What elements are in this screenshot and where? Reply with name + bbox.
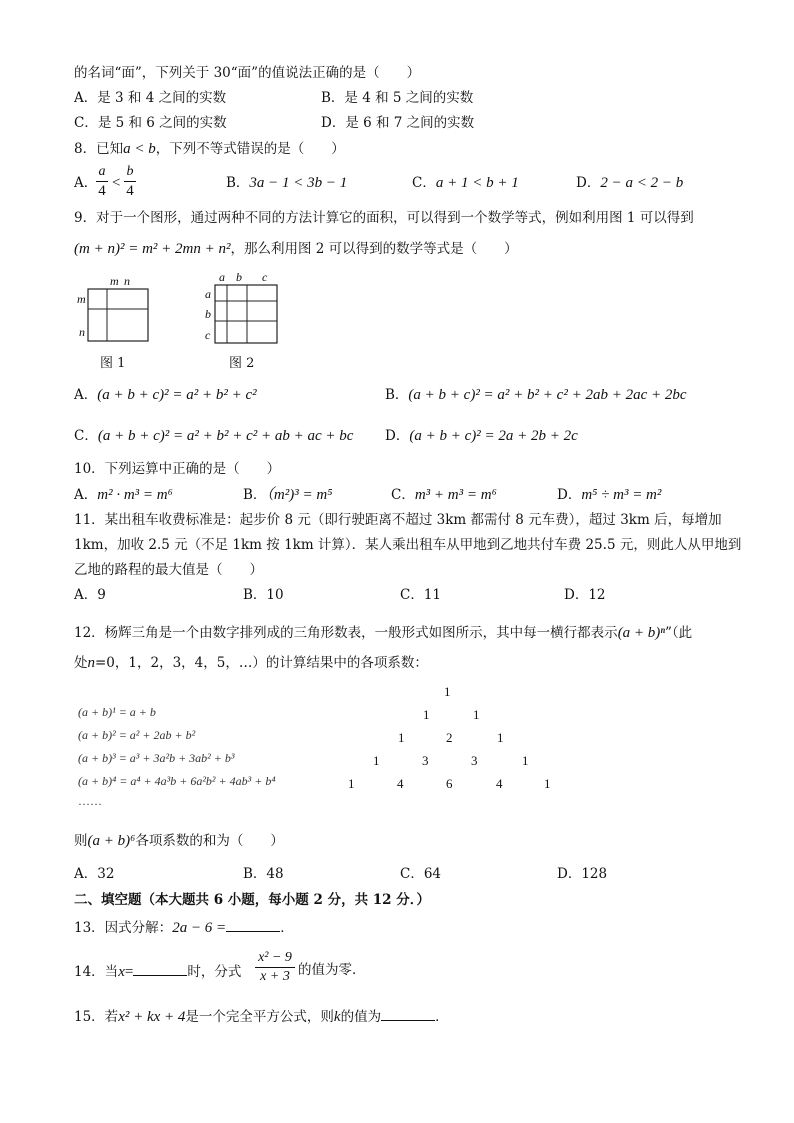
q12-stem-line1: 12．杨辉三角是一个由数字排列成的三角形数表，一般形式如图所示，其中每一横行都表示(a + b)ⁿ”（此 xyxy=(74,625,693,641)
q13-stem: 13．因式分解：2a − 6 = ． xyxy=(74,917,294,937)
q11-stem-line1: 11．某出租车收费标准是：起步价 8 元（即行驶距离不超过 3km 都需付 8 元车费），超过 3km 后，每增加 xyxy=(74,512,722,528)
triangle-cell: 1 xyxy=(348,776,355,791)
triangle-cell: 1 xyxy=(373,753,380,768)
fig2-label-left-c: c xyxy=(205,328,211,342)
fig1-label-top-n: n xyxy=(124,274,130,288)
q15-answer-blank[interactable] xyxy=(381,1006,435,1021)
q11-stem-line2: 1km，加收 2.5 元（不足 1km 按 1km 计算）．某人乘出租车从甲地到乙地共付车费 25.5 元，则此人从甲地到 xyxy=(74,537,742,553)
q8-option-a-label: A． xyxy=(74,175,98,191)
triangle-cell: 1 xyxy=(398,730,405,745)
q9-option-a: A．(a + b + c)² = a² + b² + c² xyxy=(74,387,257,403)
q9-stem-line2: (m + n)² = m² + 2mn + n²，那么利用图 2 可以得到的数学等式是（ ） xyxy=(74,241,518,257)
fig2-label-top-c: c xyxy=(262,270,268,284)
q8-option-c: C．a + 1 < b + 1 xyxy=(412,175,519,191)
q12-option-a: A．32 xyxy=(74,866,115,882)
q8-option-a-fraction-right: b 4 xyxy=(124,164,136,199)
q12-option-c: C．64 xyxy=(400,866,442,882)
fig2-label-left-a: a xyxy=(205,287,211,301)
q12-option-d: D．128 xyxy=(557,866,608,882)
fig1-label-top-m: m xyxy=(110,274,119,288)
triangle-cell: 1 xyxy=(522,753,529,768)
expansion-ellipsis: …… xyxy=(78,794,102,808)
q7-option-b: B．是 4 和 5 之间的实数 xyxy=(321,90,474,106)
triangle-cell: 1 xyxy=(423,707,430,722)
q11-stem-line3: 乙地的路程的最大值是（ ） xyxy=(74,562,263,578)
triangle-cell: 1 xyxy=(497,730,504,745)
q9-option-c: C．(a + b + c)² = a² + b² + c² + ab + ac + bc xyxy=(74,428,354,444)
q7-stem-tail: 的名词“面”，下列关于 30“面”的值说法正确的是（ ） xyxy=(74,65,421,81)
q8-option-b: B．3a − 1 < 3b − 1 xyxy=(226,175,348,191)
q12-question: 则(a + b)⁶各项系数的和为（ ） xyxy=(74,833,284,849)
q14-answer-blank[interactable] xyxy=(133,961,187,976)
fig1-caption: 图 1 xyxy=(100,356,126,371)
q8-option-a-op: < xyxy=(112,175,121,191)
q12-stem-line2: 处n=0，1，2，3，4，5，…）的计算结果中的各项系数： xyxy=(74,655,428,671)
q14-fraction: x² − 9 x + 3 xyxy=(255,950,295,985)
q7-option-c: C．是 5 和 6 之间的实数 xyxy=(74,115,227,131)
q10-option-b: B．（m²)³ = m⁵ xyxy=(243,487,333,503)
q8-stem: 8．已知a < b，下列不等式错误的是（ ） xyxy=(74,141,345,157)
expansion-row-2: (a + b)² = a² + 2ab + b² xyxy=(78,728,196,742)
q7-option-d: D．是 6 和 7 之间的实数 xyxy=(321,115,475,131)
triangle-cell: 1 xyxy=(473,707,480,722)
q10-stem: 10．下列运算中正确的是（ ） xyxy=(74,461,281,477)
triangle-cell: 2 xyxy=(446,730,453,745)
q14-stem-end: 的值为零． xyxy=(298,962,366,978)
fig2-grid xyxy=(214,284,280,346)
triangle-cell: 1 xyxy=(444,684,451,699)
fig1-grid xyxy=(87,288,151,344)
q12-option-b: B．48 xyxy=(243,866,284,882)
fig1-label-left-n: n xyxy=(79,325,85,339)
q11-option-b: B．10 xyxy=(243,587,284,603)
triangle-cell: 3 xyxy=(422,753,429,768)
q11-option-d: D．12 xyxy=(564,587,606,603)
q10-option-d: D．m⁵ ÷ m³ = m² xyxy=(557,487,662,503)
fig2-label-top-a: a xyxy=(219,270,225,284)
q9-option-b: B．(a + b + c)² = a² + b² + c² + 2ab + 2ac + 2bc xyxy=(385,387,687,403)
q10-option-a: A．m² · m³ = m⁶ xyxy=(74,487,173,503)
q14-stem-start: 14．当x= 时，分式 xyxy=(74,961,241,981)
q9-option-d: D．(a + b + c)² = 2a + 2b + 2c xyxy=(385,428,578,444)
triangle-cell: 4 xyxy=(496,776,503,791)
q8-option-a-fraction-left: a 4 xyxy=(96,164,108,199)
expansion-row-1: (a + b)¹ = a + b xyxy=(78,705,156,719)
fig2-caption: 图 2 xyxy=(229,356,255,371)
fig2-label-top-b: b xyxy=(236,270,242,284)
q11-option-a: A．9 xyxy=(74,587,106,603)
q7-option-a: A．是 3 和 4 之间的实数 xyxy=(74,90,227,106)
q10-option-c: C．m³ + m³ = m⁶ xyxy=(391,487,497,503)
triangle-cell: 4 xyxy=(397,776,404,791)
q9-stem-line1: 9．对于一个图形，通过两种不同的方法计算它的面积，可以得到一个数学等式，例如利用图 1 可以得到 xyxy=(74,210,694,226)
q13-answer-blank[interactable] xyxy=(226,917,280,932)
fig2-label-left-b: b xyxy=(205,307,211,321)
triangle-cell: 3 xyxy=(471,753,478,768)
expansion-row-4: (a + b)⁴ = a⁴ + 4a³b + 6a²b² + 4ab³ + b⁴ xyxy=(78,774,276,788)
expansion-row-3: (a + b)³ = a³ + 3a²b + 3ab² + b³ xyxy=(78,751,235,765)
q15-stem: 15．若x² + kx + 4是一个完全平方公式，则k的值为 ． xyxy=(74,1006,449,1026)
triangle-cell: 1 xyxy=(544,776,551,791)
q11-option-c: C．11 xyxy=(400,587,442,603)
section-2-title: 二、填空题（本大题共 6 小题，每小题 2 分，共 12 分．） xyxy=(74,892,431,908)
triangle-cell: 6 xyxy=(446,776,453,791)
fig1-label-left-m: m xyxy=(77,292,86,306)
q8-option-d: D．2 − a < 2 − b xyxy=(576,175,684,191)
